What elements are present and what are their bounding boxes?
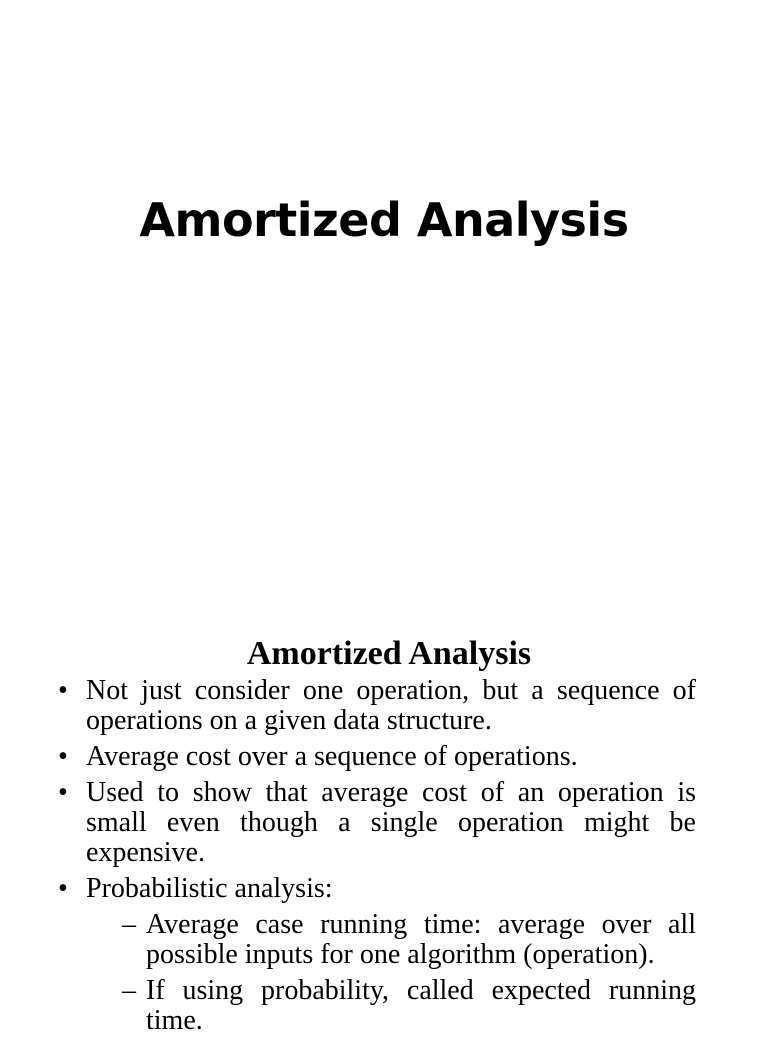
bullet-text: Used to show that average cost of an operation is small even though a single operation might be expensive. — [86, 777, 696, 868]
slide-heading: Amortized Analysis — [246, 635, 532, 672]
bullet-text: Average cost over a sequence of operations. — [86, 741, 578, 772]
sub-bullet-item — [116, 910, 696, 970]
sub-bullet-text: If using probability, called expected running time. — [146, 975, 696, 1036]
dash-marker: – — [122, 909, 136, 940]
bullet-marker: • — [58, 741, 68, 772]
bullet-text: Not just consider one operation, but a sequence of operations on a given data structure. — [86, 675, 696, 736]
bullet-item — [56, 676, 696, 736]
sub-bullet-text: Average case running time: average over all possible inputs for one algorithm (operation). — [146, 909, 696, 970]
bullet-item — [56, 742, 696, 772]
bullet-list — [56, 676, 696, 1042]
dash-marker: – — [122, 975, 136, 1006]
bullet-marker: • — [58, 777, 68, 808]
slide-title: Amortized Analysis — [139, 193, 629, 247]
bullet-marker: • — [58, 675, 68, 706]
sub-bullet-list — [86, 910, 696, 1036]
sub-bullet-item — [116, 976, 696, 1036]
bullet-item — [56, 778, 696, 868]
bullet-text: Probabilistic analysis: — [86, 873, 333, 904]
bullet-marker: • — [58, 873, 68, 904]
bullet-item — [56, 874, 696, 1036]
